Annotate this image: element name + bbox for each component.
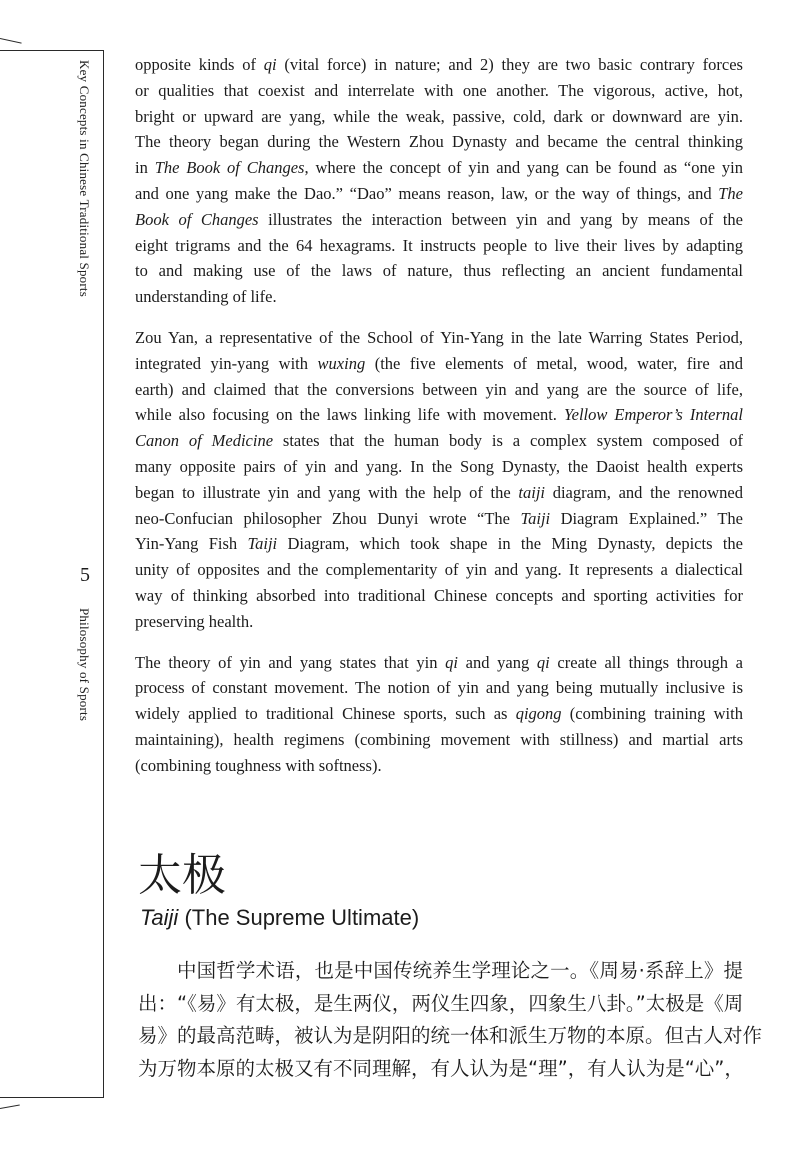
text-run: opposite kinds of xyxy=(135,55,264,74)
text-line xyxy=(135,609,743,635)
text-run: and one yang make the Dao.” “Dao” means reason, law, or the way of things, and xyxy=(135,183,719,203)
text-run: while also focusing on the laws linking life with movement. xyxy=(135,405,564,425)
text-run: The theory began during the Western Zhou Dynasty and became the central thinking xyxy=(135,132,743,152)
entry-title-translation: (The Supreme Ultimate) xyxy=(178,905,420,930)
text-run: Diagram, which took shape in the Ming Dynasty, depicts the xyxy=(277,534,743,554)
corner-mark-bottom xyxy=(0,1105,20,1109)
text-run: The theory of yin and yang states that yin xyxy=(135,652,446,672)
text-run: states that the human body is a complex system composed of xyxy=(273,431,743,451)
chinese-body-text xyxy=(138,955,763,1085)
italic-run: taiji xyxy=(518,482,545,502)
text-line xyxy=(135,52,743,78)
text-run: (combining training with xyxy=(561,704,743,724)
corner-mark-top xyxy=(0,38,22,44)
text-line xyxy=(135,753,743,779)
text-line xyxy=(135,480,743,506)
text-run: preserving health. xyxy=(135,611,254,631)
margin-rule-bottom xyxy=(0,1097,104,1098)
text-run: in xyxy=(135,158,155,178)
italic-run: The Book of Changes xyxy=(154,158,305,178)
text-line xyxy=(135,181,743,207)
chinese-line: 出：“《易》有太极，是生两仪，两仪生四象，四象生八卦。”太极是《周 xyxy=(138,991,744,1015)
text-run: (the five elements of metal, wood, water, fire and xyxy=(365,353,743,373)
text-run: Yin-Yang Fish xyxy=(135,534,248,554)
page-number: 5 xyxy=(80,564,90,586)
text-line xyxy=(135,155,743,181)
italic-run: Yellow Emperor’s Internal xyxy=(563,405,743,425)
text-run: integrated yin-yang with xyxy=(135,353,318,373)
text-line xyxy=(135,454,743,480)
chinese-line: 中国哲学术语，也是中国传统养生学理论之一。《周易·系辞上》提 xyxy=(177,959,743,982)
chinese-line: 易》的最高范畴，被认为是阴阳的统一体和派生万物的本原。但古人对作 xyxy=(138,1024,763,1047)
text-line xyxy=(135,506,743,532)
italic-run: Taiji xyxy=(520,508,551,528)
body-text xyxy=(135,52,743,794)
text-run: and yang xyxy=(457,652,537,672)
section-head: Philosophy of Sports xyxy=(77,608,92,722)
text-run: Zou Yan, a representative of the School of Yin-Yang in the late Warring States Period, xyxy=(135,327,743,347)
running-head: Key Concepts in Chinese Traditional Sports xyxy=(77,60,92,297)
text-line xyxy=(135,284,743,310)
text-line xyxy=(135,377,743,403)
paragraph-1 xyxy=(135,52,743,310)
italic-run: Taiji xyxy=(247,534,278,554)
italic-run: qi xyxy=(263,55,277,74)
text-run: diagram, and the renowned xyxy=(545,482,744,502)
italic-run: The xyxy=(718,183,743,203)
italic-run: qi xyxy=(536,652,550,672)
text-line xyxy=(135,207,743,233)
text-run: or qualities that coexist and interrelate with one another. The vigorous, active, hot, xyxy=(135,80,743,100)
text-run: understanding of life. xyxy=(135,287,277,307)
text-run: illustrates the interaction between yin and yang by means of the xyxy=(258,209,743,229)
text-run: process of constant movement. The notion of yin and yang being mutually inclusive is xyxy=(135,678,743,698)
text-line xyxy=(135,233,743,259)
text-run: way of thinking absorbed into traditional Chinese concepts and sporting activities for xyxy=(135,585,743,605)
text-run: widely applied to traditional Chinese sports, such as xyxy=(135,704,516,724)
text-line xyxy=(135,78,743,104)
entry-title-english xyxy=(140,905,419,931)
text-line xyxy=(135,351,743,377)
text-run: (vital force) in nature; and 2) they are two basic contrary forces xyxy=(276,55,743,74)
chinese-line: 为万物本原的太极又有不同理解，有人认为是“理”，有人认为是“心”， xyxy=(138,1056,744,1080)
entry-title-pinyin: Taiji xyxy=(140,905,179,930)
text-line xyxy=(135,258,743,284)
italic-run: qi xyxy=(445,652,458,672)
text-run: maintaining), health regimens (combining movement with stillness) and martial arts xyxy=(135,729,743,749)
text-run: to and making use of the laws of nature, thus reflecting an ancient fundamental xyxy=(135,261,743,281)
text-run: bright or upward are yang, while the weak, passive, cold, dark or downward are yin. xyxy=(135,106,743,126)
text-run: (combining toughness with softness). xyxy=(135,755,382,775)
text-run: many opposite pairs of yin and yang. In the Song Dynasty, the Daoist health experts xyxy=(135,456,743,476)
paragraph-2 xyxy=(135,325,743,635)
italic-run: qigong xyxy=(515,704,562,724)
italic-run: Canon of Medicine xyxy=(135,431,274,451)
text-line xyxy=(135,402,743,428)
text-line xyxy=(135,129,743,155)
margin-rule-top xyxy=(0,50,104,51)
paragraph-3 xyxy=(135,650,743,779)
text-line xyxy=(135,557,743,583)
text-line xyxy=(135,428,743,454)
text-line xyxy=(135,727,743,753)
text-run: , where the concept of yin and yang can be found as “one yin xyxy=(304,158,743,178)
text-run: eight trigrams and the 64 hexagrams. It instructs people to live their lives by adapting xyxy=(135,235,743,255)
text-line xyxy=(135,650,743,676)
text-line xyxy=(135,701,743,727)
italic-run: wuxing xyxy=(317,353,366,373)
text-run: earth) and claimed that the conversions between yin and yang are the source of life, xyxy=(135,379,743,399)
text-run: unity of opposites and the complementarity of yin and yang. It represents a dialectical xyxy=(135,560,743,580)
text-run: began to illustrate yin and yang with the help of the xyxy=(135,482,519,502)
margin-rule-vertical xyxy=(103,50,104,1098)
text-run: create all things through a xyxy=(549,652,743,672)
text-line xyxy=(135,104,743,130)
entry-title-chinese: 太极 xyxy=(138,850,226,901)
italic-run: Book of Changes xyxy=(135,209,259,229)
text-line xyxy=(135,531,743,557)
text-run: Diagram Explained.” The xyxy=(550,508,743,528)
text-line xyxy=(135,325,743,351)
text-run: neo-Confucian philosopher Zhou Dunyi wrote “The xyxy=(135,508,521,528)
text-line xyxy=(135,675,743,701)
text-line xyxy=(135,583,743,609)
